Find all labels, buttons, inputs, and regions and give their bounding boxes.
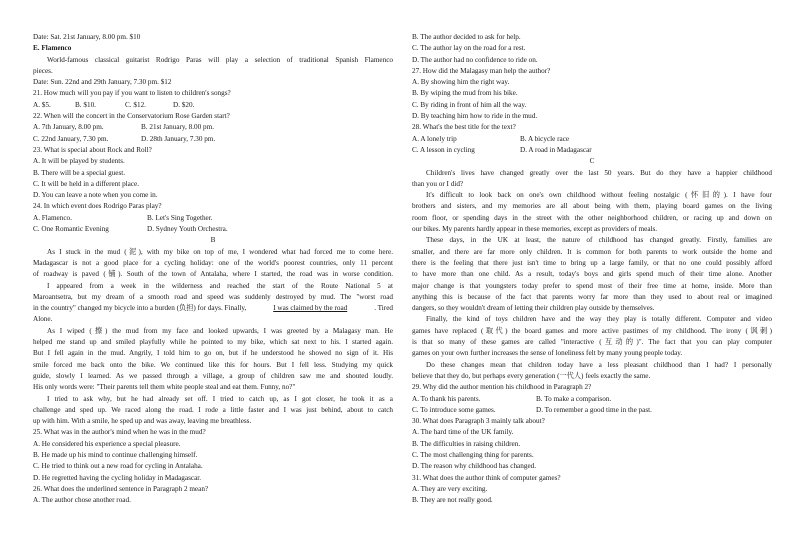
option-d: D. A road in Madagascar — [520, 145, 592, 154]
option-c: C. The most challenging thing for parents. — [412, 450, 534, 459]
option-d: D. $20. — [173, 100, 195, 109]
option-c: C. He tried to think out a new road for cycling in Antalaha. — [33, 462, 203, 471]
passage-line: our bikes. My parents hardly appear in these memories, except as providers of meals. — [412, 225, 658, 234]
question-29-options-ab — [412, 394, 772, 405]
option-a: A. By showing him the right way. — [412, 78, 510, 87]
passage-line: guide, slowly I learned. As we passed through a village, a group of children saw me and shouted loudly. — [33, 371, 393, 380]
passage-line: It's difficult to look back on one's own childhood without feeling nostalgic (怀旧的). I have four — [426, 191, 772, 200]
question-30: 30. What does Paragraph 3 mainly talk about? — [412, 417, 545, 426]
option-b: B. The difficulties in raising children. — [412, 439, 521, 448]
right-column — [412, 32, 772, 506]
passage-line: brothers and sisters, and my memories are all about being with them, playing board games on the living — [412, 202, 772, 211]
option-c: C. A lesson in cycling — [412, 145, 475, 154]
question-31: 31. What does the author think of computer games? — [412, 473, 561, 482]
option-a: A. 7th January, 8.00 pm. — [33, 123, 104, 132]
passage-line: Children's lives have changed greatly over the last 50 years. But do they have a happier childhood — [426, 168, 772, 177]
option-a: A. The author chose another road. — [33, 496, 131, 505]
passage-line: games have replaced (取代) the board games and more active pastimes of my childhood. The irony (讽刺) — [412, 326, 772, 335]
option-c: C. One Romantic Evening — [33, 225, 109, 234]
passage-line: smile forced me back onto the bike. We continued like this for hours. But I fell less. Studying my quick — [33, 360, 393, 369]
passage-text: in the country" changed my bicycle into a burden (负担) for days. Finally, — [33, 304, 247, 313]
option-b: B. A bicycle race — [520, 134, 570, 143]
option-d: D. Sydney Youth Orchestra. — [147, 225, 228, 234]
passage-line: I tried to ask why, but he had already set off. I tried to catch up, as I got closer, he took it as a — [47, 394, 393, 403]
passage-line: These days, in the UK at least, the nature of childhood has changed greatly. Firstly, families are — [426, 236, 772, 245]
section-heading-b: B — [210, 236, 216, 245]
option-c: C. 22nd January, 7.30 pm. — [33, 134, 109, 143]
question-23: 23. What is special about Rock and Roll? — [33, 145, 152, 154]
section-heading-c: C — [589, 157, 595, 166]
passage-line: Do these changes mean that children today have a less pleasant childhood than I had? I personally — [426, 360, 772, 369]
passage-line: challenge and sped up. We raced along the road. I rode a little faster and I was just behind, about to catch — [33, 405, 393, 414]
option-b: B. $10. — [75, 100, 96, 109]
option-d: D. By teaching him how to ride in the mud. — [412, 112, 538, 121]
passage-line: As I wiped (擦) the mud from my face and looked upwards, I was greeted by a Malagasy man. He — [47, 326, 393, 335]
option-d: D. He regretted having the cycling holiday in Madagascar. — [33, 473, 202, 482]
text-line: Date: Sat. 21st January, 8.00 pm. $10 — [33, 33, 141, 41]
option-b: B. He made up his mind to continue challenging himself. — [33, 450, 198, 459]
option-b: B. The author decided to ask for help. — [412, 33, 521, 41]
option-a: A. He considered his experience a special pleasure. — [33, 439, 181, 448]
option-a: A. $5. — [33, 100, 51, 109]
question-24: 24. In which event does Rodrigo Paras play? — [33, 202, 162, 211]
option-c: C. By riding in front of him all the way. — [412, 100, 527, 109]
option-b: B. They are not really good. — [412, 496, 493, 505]
passage-line: Alone. — [33, 315, 53, 324]
passage-text: . Tired — [374, 304, 393, 313]
passage-line: helped me stand up and smiled playfully while he pointed to my bike, which sat next to his. I started again. — [33, 338, 393, 347]
section-heading-flamenco: E. Flamenco — [33, 44, 72, 53]
passage-line: As I stuck in the mud (泥), with my bike on top of me, I wondered what had forced me to come here. — [47, 247, 393, 256]
passage-line: room floor, or spending days in the street with the other neighborhood children, or racing up and down on — [412, 213, 772, 222]
underlined-sentence: I was claimed by the road — [273, 304, 348, 313]
question-26: 26. What does the underlined sentence in Paragraph 2 mean? — [33, 484, 209, 493]
option-d: D. The author had no confidence to ride on. — [412, 55, 538, 64]
question-28-options-ab — [412, 134, 772, 145]
question-22-options-cd — [33, 134, 393, 145]
question-24-options-ab — [33, 213, 393, 224]
option-a: A. The hard time of the UK family. — [412, 428, 514, 437]
option-a: A. To thank his parents. — [412, 394, 481, 403]
question-22: 22. When will the concert in the Conservatorium Rose Garden start? — [33, 112, 230, 121]
passage-line: than you or I did? — [412, 179, 464, 188]
option-d: D. 28th January, 7.30 pm. — [141, 134, 216, 143]
option-c: C. The author lay on the road for a rest. — [412, 44, 526, 53]
question-28-options-cd — [412, 145, 772, 156]
option-b: B. 21st January, 8.00 pm. — [141, 123, 215, 132]
passage-line: smaller, and there are far more only children. It is common for both parents to work outside the home and — [412, 247, 772, 256]
option-b: B. There will be a special guest. — [33, 168, 126, 177]
option-c: C. It will be held in a different place. — [33, 179, 140, 188]
text-line: pieces. — [33, 66, 53, 75]
question-25: 25. What was in the author's mind when he was in the mud? — [33, 428, 206, 437]
question-24-options-cd — [33, 224, 393, 235]
passage-line: Madagascar is not a good place for a cycling holiday: one of the world's poorest countries, only 11 percent — [33, 258, 393, 267]
question-29-options-cd — [412, 405, 772, 416]
left-column — [33, 32, 393, 506]
question-28: 28. What's the best title for the text? — [412, 123, 516, 132]
option-b: B. Let's Sing Together. — [147, 213, 213, 222]
text-line: Date: Sun. 22nd and 29th January, 7.30 pm. $12 — [33, 78, 172, 87]
question-22-options-ab — [33, 122, 393, 133]
passage-line: I appeared from a week in the wilderness and reached the start of the Route National 5 at — [47, 281, 393, 290]
question-21-options — [33, 100, 393, 111]
option-d: D. You can leave a note when you come in. — [33, 191, 158, 200]
option-c: C. $12. — [125, 100, 146, 109]
passage-line: to have more than one child. As a result, today's boys and girls spend much of their time alone. Another — [412, 270, 772, 279]
passage-line: games on your own further increases the sense of loneliness felt by many young people today. — [412, 349, 683, 358]
passage-line: there is the feeling that there just isn't time to bring up a large family, or that no one could possibly afford — [412, 258, 772, 267]
passage-line: major change is that youngsters today prefer to spend most of their free time at home, inside. More than — [412, 281, 772, 290]
passage-line: His only words were: "Their parents tell them white people steal and eat them. Funny, no?" — [33, 383, 296, 392]
passage-line — [33, 303, 393, 314]
passage-line: up with him. With a smile, he sped up and was away, leaving me breathless. — [33, 417, 252, 426]
option-a: A. It will be played by students. — [33, 157, 125, 166]
passage-line: anything this is because of the fact that parents worry far more than they used to about real or imagined — [412, 292, 772, 301]
option-a: A. They are very exciting. — [412, 484, 488, 493]
passage-line: believe that they do, but perhaps every generation (一代人) feels exactly the same. — [412, 371, 651, 380]
question-21: 21. How much will you pay if you want to listen to children's songs? — [33, 89, 231, 98]
passage-line: is that so many of these games are called "interactive (互动的)". The fact that you can play computer — [412, 338, 772, 347]
passage-line: Finally, the kind of toys children have and the way they play is totally different. Computer and video — [426, 315, 772, 324]
passage-line: dangers, so they wouldn't dream of letting their children play outside by themselves. — [412, 304, 655, 313]
option-a: A. Flamenco. — [33, 213, 72, 222]
text-line: World-famous classical guitarist Rodrigo Paras will play a selection of traditional Spanish Flamenco — [47, 55, 393, 64]
option-c: C. To introduce some games. — [412, 405, 496, 414]
option-b: B. By wiping the mud from his bike. — [412, 89, 518, 98]
option-a: A. A lonely trip — [412, 134, 457, 143]
option-b: B. To make a comparison. — [536, 394, 612, 403]
question-27: 27. How did the Malagasy man help the author? — [412, 66, 551, 75]
option-d: D. To remember a good time in the past. — [536, 405, 652, 414]
passage-line: of roadway is paved (铺). South of the town of Antalaha, where I started, the road was in worse condition. — [33, 270, 393, 279]
option-d: D. The reason why childhood has changed. — [412, 462, 537, 471]
question-29: 29. Why did the author mention his childhood in Paragraph 2? — [412, 383, 592, 392]
passage-line: But I fell again in the mud. Angrily, I told him to go on, but if he understood he showed no sign of it. His — [33, 349, 393, 358]
passage-line: Maroantsetra, but my dream of a smooth road and speed was suddenly destroyed by mud. The "worst road — [33, 292, 393, 301]
